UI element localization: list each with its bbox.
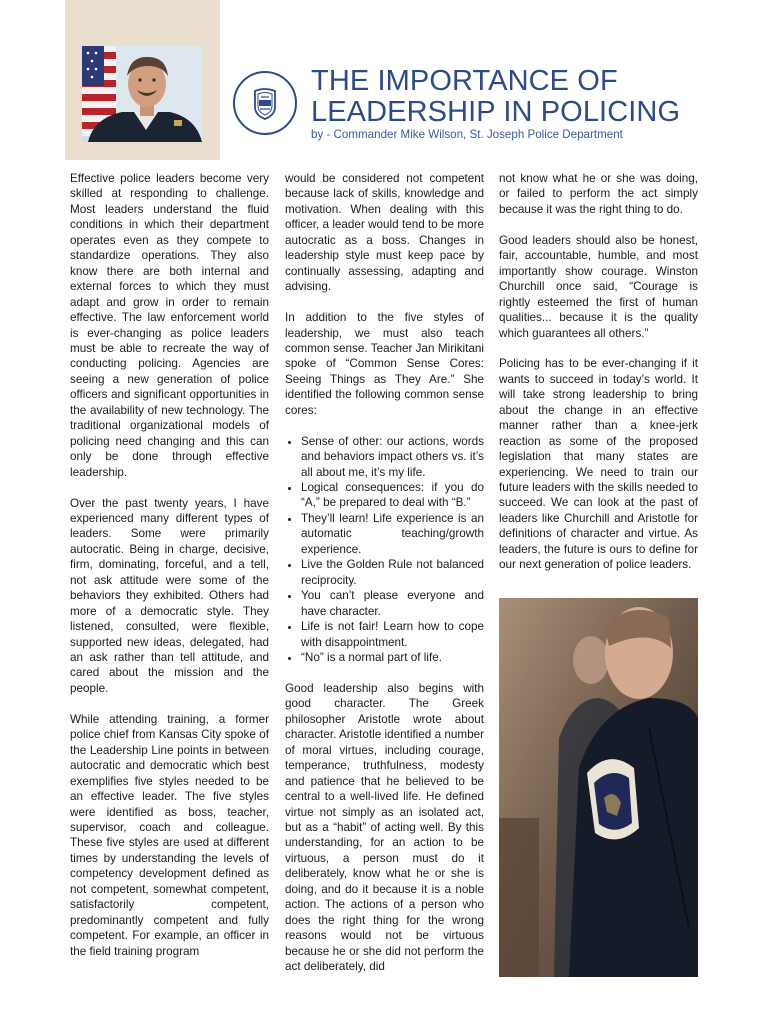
officers-photo bbox=[499, 598, 698, 977]
paragraph: Good leaders should also be honest, fair, accountable, humble, and most importantly show courage. Winston Churchill once said, “Courage is rightly esteemed the first of human qualities... because it is the quality which guarantees all others.” bbox=[499, 233, 698, 340]
article-byline: by - Commander Mike Wilson, St. Joseph Police Department bbox=[311, 128, 623, 141]
paragraph: In addition to the five styles of leadership, we must also teach common sense. Teacher Jan Mirikitani spoke of “Common Sense Cores: Seeing Things as They Are.” She identified the following common sense cores: bbox=[285, 311, 484, 417]
police-badge-emblem-icon bbox=[233, 71, 297, 135]
paragraph: Good leadership also begins with good character. The Greek philosopher Aristotle wrote about character. Aristotle identified a number of moral virtues, including courage, temperance, truthfulness, modesty and patience that he believed to be central to a well-lived life. He defined virtue not simply as an isolated act, but as a “habit” of acting well. By this understanding, for an action to be virtuous, a person must do it deliberately, know what he or she is doing, and do it because it is a noble action. The actions of a person who does the right thing for the wrong reasons would not be virtuous because he or she did not perform the act deliberately, did bbox=[285, 681, 484, 974]
list-item: • Logical consequences: if you do “A,” be prepared to deal with “B.” bbox=[301, 480, 484, 511]
text-column-1 bbox=[70, 171, 269, 975]
author-portrait bbox=[82, 46, 202, 142]
list-item: • Sense of other: our actions, words and behaviors impact others vs. it’s all about me, it’s my life. bbox=[301, 434, 484, 480]
paragraph: not know what he or she was doing, or failed to perform the act simply because it was the right thing to do. bbox=[499, 172, 698, 216]
paragraph: would be considered not competent because lack of skills, knowledge and motivation. When dealing with this officer, a leader would tend to be more autocratic as a boss. Changes in leadership style must keep pace by continually assessing, adapting and advising. bbox=[285, 172, 484, 294]
list-item: • You can’t please everyone and have character. bbox=[301, 588, 484, 619]
common-sense-cores-list bbox=[285, 434, 484, 666]
list-item: • They’ll learn! Life experience is an automatic teaching/growth experience. bbox=[301, 511, 484, 557]
text-column-2 bbox=[285, 171, 484, 990]
list-item: • “No” is a normal part of life. bbox=[301, 650, 484, 665]
paragraph: Effective police leaders become very skilled at responding to challenge. Most leaders understand the fluid conditions in which their department operates even as they compete to standardize operations. They also know there are both internal and external forces to which they must adapt and grow in order to remain effective. The law enforcement world is ever-changing as police leaders must be able to recreate the way of conducting policing. Agencies are seeing a new generation of police officers and significant opportunities in the availability of new technology. The traditional organizational models of policing need changing and this can only be done through effective leadership. bbox=[70, 172, 269, 479]
paragraph: Over the past twenty years, I have experienced many different types of leaders. Some were primarily autocratic. Being in charge, decisive, firm, dominating, forceful, and a tell, not ask attitude were some of the behaviors they exhibited. Others had more of a democratic style. They listened, consulted, were flexible, supported new ideas, delegated, had an ask rather than tell attitude, and cared about the mission and the people. bbox=[70, 496, 269, 695]
list-item: • Life is not fair! Learn how to cope with disappointment. bbox=[301, 619, 484, 650]
text-column-3 bbox=[499, 171, 698, 588]
article-title: THE IMPORTANCE OF LEADERSHIP IN POLICING bbox=[311, 65, 681, 128]
list-item: • Live the Golden Rule not balanced reciprocity. bbox=[301, 557, 484, 588]
paragraph: While attending training, a former police chief from Kansas City spoke of the Leadership Line points in between autocratic and democratic which best exemplifies five styles needed to be an effective leader. The five styles were identified as boss, teacher, supervisor, coach and colleague. These five styles are used at different times by understanding the levels of competency development defined as not competent, somewhat competent, satisfactorily competent, predominantly competent and fully competent. For example, an officer in the field training program bbox=[70, 712, 269, 958]
paragraph: Policing has to be ever-changing if it wants to succeed in today’s world. It will take strong leadership to bring about the change in an effective manner rather than a knee-jerk reaction as some of the proposed legislation that many states are experiencing. We need to train our future leaders with the skills needed to succeed. We can look at the past of leaders like Churchill and Aristotle for definitions of character and virtue. As leaders, the future is ours to define for our next generation of police leaders. bbox=[499, 357, 698, 572]
